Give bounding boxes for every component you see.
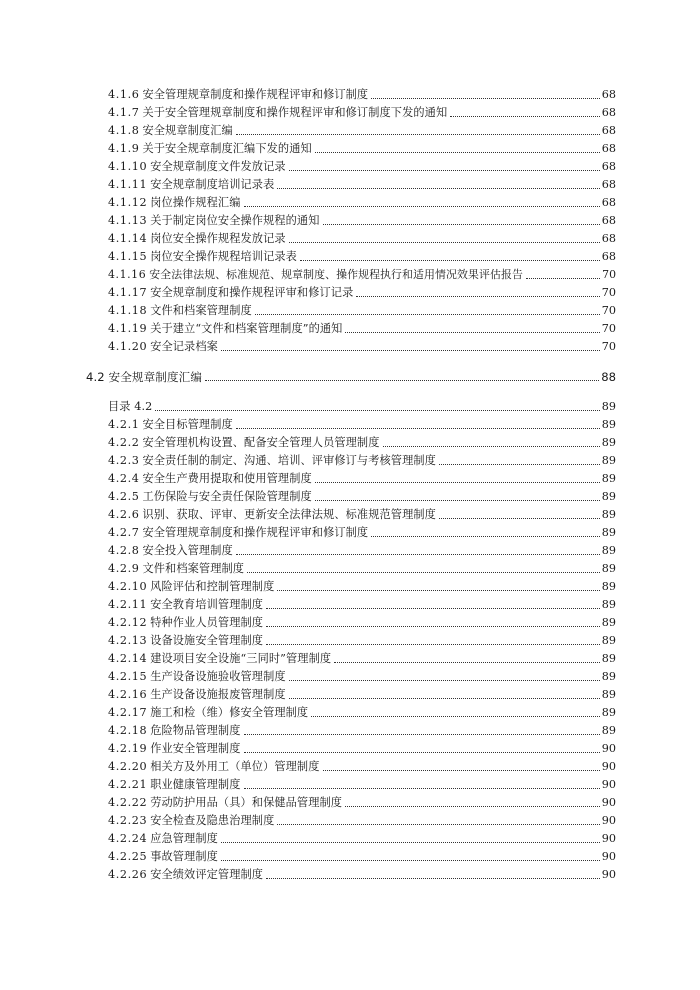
dot-leader [221,842,600,843]
entry-number: 4.2.21 [108,778,148,791]
entry-title: 关于安全管理规章制度和操作规程评审和修订制度下发的通知 [142,106,448,119]
toc-entry[interactable] [108,612,616,630]
entry-number: 4.2.1 [108,418,140,431]
dot-leader [244,734,600,735]
entry-page: 90 [601,832,616,845]
entry-number: 4.1.13 [108,214,148,227]
entry-number: 4.1.8 [108,124,140,137]
entry-page: 89 [601,580,616,593]
entry-number: 4.1.11 [108,178,148,191]
entry-title: 关于建立“文件和档案管理制度”的通知 [150,322,343,335]
dot-leader [311,716,600,717]
toc-entry[interactable] [108,630,616,648]
dot-leader [244,206,600,207]
entry-title: 事故管理制度 [150,850,218,863]
entry-page: 68 [601,196,616,209]
toc-entry[interactable] [108,282,616,300]
toc-entry-contents[interactable] [108,396,616,414]
dot-leader [244,788,600,789]
entry-number: 4.2.2 [108,436,140,449]
entry-title: 安全管理机构设置、配备安全管理人员管理制度 [142,436,380,449]
entry-title: 安全管理规章制度和操作规程评审和修订制度 [142,526,369,539]
entry-number: 4.2.14 [108,652,148,665]
dot-leader [277,188,599,189]
entry-title: 安全记录档案 [150,340,218,353]
entry-title: 安全检查及隐患治理制度 [150,814,275,827]
toc-section-heading[interactable] [86,366,616,384]
dot-leader [266,878,600,879]
dot-leader [345,332,599,333]
entry-page: 68 [601,250,616,263]
section-page: 88 [601,370,616,384]
entry-title: 文件和档案管理制度 [142,562,245,575]
toc-entry[interactable] [108,756,616,774]
entry-page: 89 [601,724,616,737]
entry-page: 70 [601,304,616,317]
toc-entry[interactable] [108,774,616,792]
entry-title: 施工和检（维）修安全管理制度 [150,706,309,719]
entry-number: 4.2.20 [108,760,148,773]
entry-page: 70 [601,340,616,353]
entry-title: 生产设备设施报废管理制度 [150,688,286,701]
toc-entry[interactable] [108,684,616,702]
dot-leader [289,170,600,171]
entry-page: 89 [601,598,616,611]
entry-title: 安全投入管理制度 [142,544,233,557]
dot-leader [289,242,600,243]
dot-leader [383,446,600,447]
entry-page: 89 [601,652,616,665]
toc-entry[interactable] [108,174,616,192]
toc-entry[interactable] [108,594,616,612]
entry-number: 4.2.15 [108,670,148,683]
entry-title: 设备设施安全管理制度 [150,634,264,647]
entry-number: 4.1.10 [108,160,148,173]
toc-entry[interactable] [108,486,616,504]
entry-page: 89 [601,544,616,557]
entry-title: 相关方及外用工（单位）管理制度 [150,760,320,773]
entry-number: 4.2.10 [108,580,148,593]
dot-leader [266,608,600,609]
entry-title: 关于制定岗位安全操作规程的通知 [150,214,320,227]
entry-number: 4.2.24 [108,832,148,845]
entry-title: 安全规章制度汇编 [142,124,233,137]
entry-page: 89 [601,670,616,683]
dot-leader [345,806,600,807]
dot-leader [334,662,600,663]
entry-number: 4.1.16 [108,268,147,281]
entry-page: 70 [602,268,616,281]
dot-leader [221,860,600,861]
dot-leader [323,770,600,771]
entry-page: 68 [601,142,616,155]
entry-page: 89 [601,436,616,449]
entry-title: 建设项目安全设施“三同时”管理制度 [150,652,332,665]
dot-leader [255,314,600,315]
entry-page: 90 [601,850,616,863]
toc-entry[interactable] [108,432,616,450]
dot-leader [247,572,600,573]
entry-number: 4.2.18 [108,724,148,737]
dot-leader [289,680,600,681]
dot-leader [289,698,600,699]
entry-number: 4.2.17 [108,706,148,719]
entry-title: 作业安全管理制度 [150,742,241,755]
entry-title: 安全教育培训管理制度 [150,598,264,611]
entry-number: 4.1.19 [108,322,148,335]
entry-title: 应急管理制度 [150,832,218,845]
entry-number: 4.2.3 [108,454,140,467]
toc-entry[interactable] [108,414,616,432]
entry-number: 4.2.22 [108,796,148,809]
entry-page: 89 [601,508,616,521]
entry-number: 4.2.7 [108,526,140,539]
entry-title: 生产设备设施验收管理制度 [150,670,286,683]
entry-number: 4.2.8 [108,544,140,557]
entry-number: 4.2.11 [108,598,148,611]
toc-entry[interactable] [108,228,616,246]
entry-number: 4.1.9 [108,142,140,155]
entry-page: 89 [601,526,616,539]
entry-page: 89 [601,634,616,647]
entry-page: 89 [601,472,616,485]
entry-number: 4.1.15 [108,250,148,263]
toc-entry[interactable] [108,846,616,864]
dot-leader [155,410,599,411]
dot-leader [526,278,600,279]
toc-entry[interactable] [108,828,616,846]
entry-page: 89 [601,400,616,413]
toc-entry[interactable] [108,336,616,354]
entry-page: 90 [601,868,616,881]
entry-page: 70 [601,286,616,299]
entry-page: 89 [601,562,616,575]
toc-entry[interactable] [108,720,616,738]
entry-title: 职业健康管理制度 [150,778,241,791]
entry-title: 特种作业人员管理制度 [150,616,264,629]
entry-page: 89 [601,454,616,467]
entry-page: 68 [601,160,616,173]
entry-page: 70 [601,322,616,335]
entry-title: 工伤保险与安全责任保险管理制度 [142,490,312,503]
toc-entry[interactable] [108,702,616,720]
toc-entry[interactable] [108,558,616,576]
toc-entry[interactable] [108,540,616,558]
dot-leader [371,536,600,537]
dot-leader [439,464,600,465]
entry-number: 4.1.14 [108,232,148,245]
dot-leader [323,224,600,225]
toc-entry[interactable] [108,576,616,594]
entry-title: 目录 4.2 [108,400,153,413]
entry-page: 90 [601,742,616,755]
dot-leader [266,626,600,627]
entry-title: 风险评估和控制管理制度 [150,580,275,593]
entry-page: 68 [601,232,616,245]
toc-entry[interactable] [108,450,616,468]
entry-title: 安全目标管理制度 [142,418,233,431]
entry-page: 90 [601,778,616,791]
toc-entry[interactable] [108,138,616,156]
dot-leader [244,752,600,753]
dot-leader [236,554,600,555]
entry-number: 4.2.4 [108,472,140,485]
entry-number: 4.1.17 [108,286,148,299]
dot-leader [221,350,600,351]
entry-number: 4.1.18 [108,304,148,317]
entry-page: 68 [601,106,616,119]
entry-number: 4.2.12 [108,616,148,629]
dot-leader [300,260,600,261]
dot-leader [439,518,600,519]
dot-leader [205,380,599,381]
dot-leader [236,428,600,429]
entry-number: 4.2.6 [108,508,140,521]
toc-entry[interactable] [108,102,616,120]
toc-entry[interactable] [108,468,616,486]
entry-title: 安全管理规章制度和操作规程评审和修订制度 [142,88,369,101]
entry-number: 4.1.20 [108,340,148,353]
entry-title: 岗位操作规程汇编 [150,196,241,209]
dot-leader [266,644,600,645]
entry-title: 安全责任制的制定、沟通、培训、评审修订与考核管理制度 [142,454,436,467]
toc-entry[interactable] [108,864,616,882]
entry-number: 4.2.5 [108,490,140,503]
toc-entry[interactable] [108,318,616,336]
entry-number: 4.2.26 [108,868,148,881]
entry-title: 安全规章制度和操作规程评审和修订记录 [150,286,354,299]
toc-entry[interactable] [108,120,616,138]
entry-title: 岗位安全操作规程培训记录表 [150,250,297,263]
toc-entry[interactable] [108,504,616,522]
entry-page: 68 [601,124,616,137]
entry-page: 90 [601,760,616,773]
toc-entry[interactable] [108,738,616,756]
dot-leader [315,500,600,501]
toc-entry[interactable] [108,156,616,174]
entry-title: 安全绩效评定管理制度 [150,868,264,881]
toc-entry[interactable] [108,792,616,810]
entry-page: 68 [601,88,616,101]
toc-entry[interactable] [108,300,616,318]
dot-leader [356,296,599,297]
dot-leader [277,590,599,591]
entry-number: 4.2.25 [108,850,148,863]
dot-leader [236,134,600,135]
entry-number: 4.2.13 [108,634,148,647]
entry-number: 4.2.19 [108,742,148,755]
dot-leader [371,98,600,99]
entry-number: 4.2.16 [108,688,148,701]
entry-number: 4.1.7 [108,106,140,119]
entry-title: 安全生产费用提取和使用管理制度 [142,472,312,485]
entry-page: 90 [601,814,616,827]
entry-page: 89 [601,418,616,431]
entry-page: 89 [601,706,616,719]
toc-entry[interactable] [108,810,616,828]
entry-page: 68 [601,214,616,227]
entry-page: 68 [601,178,616,191]
toc-entry[interactable] [108,666,616,684]
dot-leader [277,824,599,825]
entry-title: 危险物品管理制度 [150,724,241,737]
entry-number: 4.1.12 [108,196,148,209]
entry-number: 4.1.6 [108,88,140,101]
entry-number: 4.2.9 [108,562,140,575]
entry-page: 89 [601,616,616,629]
entry-title: 安全规章制度文件发放记录 [150,160,286,173]
dot-leader [450,116,600,117]
entry-title: 劳动防护用品（具）和保健品管理制度 [150,796,343,809]
entry-page: 89 [601,688,616,701]
entry-title: 安全法律法规、标准规范、规章制度、操作规程执行和适用情况效果评估报告 [149,268,523,281]
toc-entry[interactable] [108,246,616,264]
dot-leader [315,152,600,153]
toc-entry[interactable] [108,210,616,228]
dot-leader [315,482,600,483]
entry-title: 文件和档案管理制度 [150,304,252,317]
toc-entry[interactable] [108,264,616,282]
toc-entry[interactable] [108,522,616,540]
section-title: 4.2 安全规章制度汇编 [86,370,203,384]
entry-title: 安全规章制度培训记录表 [150,178,275,191]
entry-title: 关于安全规章制度汇编下发的通知 [142,142,312,155]
entry-title: 岗位安全操作规程发放记录 [150,232,286,245]
toc-entry[interactable] [108,648,616,666]
entry-title: 识别、获取、评审、更新安全法律法规、标准规范管理制度 [142,508,436,521]
entry-page: 89 [601,490,616,503]
entry-page: 90 [601,796,616,809]
toc-entry[interactable] [108,192,616,210]
toc-entry[interactable] [108,84,616,102]
entry-number: 4.2.23 [108,814,148,827]
